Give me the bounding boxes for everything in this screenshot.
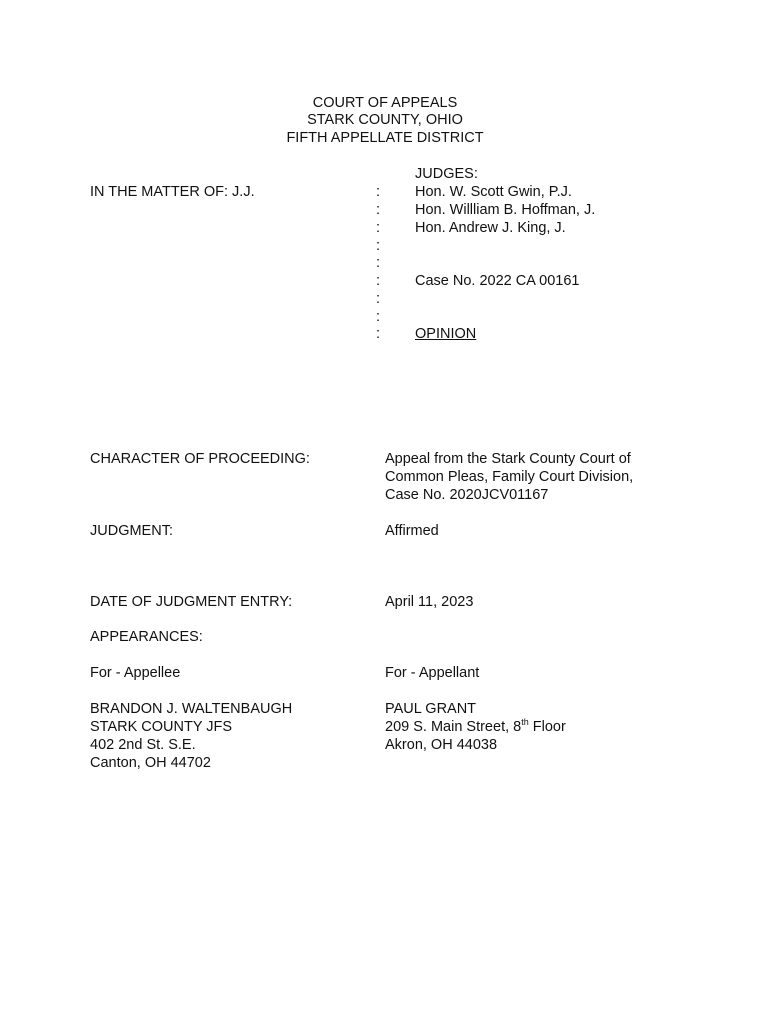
judgment-value: Affirmed bbox=[385, 523, 439, 539]
caption-colon: : bbox=[376, 326, 381, 342]
judge-3: Hon. Andrew J. King, J. bbox=[415, 220, 566, 236]
court-name: COURT OF APPEALS bbox=[312, 95, 458, 111]
caption-colon: : bbox=[376, 238, 381, 254]
appellant-label: For - Appellant bbox=[385, 665, 480, 681]
appellant-address-ordinal: th bbox=[521, 717, 529, 728]
appearances-heading: APPEARANCES: bbox=[90, 629, 203, 645]
appellant-name: PAUL GRANT bbox=[385, 701, 477, 717]
caption-colon: : bbox=[376, 309, 381, 325]
character-line-2: Common Pleas, Family Court Division, bbox=[385, 469, 634, 485]
caption-colon: : bbox=[376, 220, 381, 236]
district-name: FIFTH APPELLATE DISTRICT bbox=[286, 130, 484, 146]
judge-1: Hon. W. Scott Gwin, P.J. bbox=[415, 184, 572, 200]
opinion-title: OPINION bbox=[415, 326, 477, 342]
judgment-label: JUDGMENT: bbox=[90, 523, 173, 539]
appellee-line-2: STARK COUNTY JFS bbox=[90, 719, 233, 735]
appellant-address bbox=[385, 718, 566, 736]
judges-label: JUDGES: bbox=[415, 166, 478, 182]
case-number: Case No. 2022 CA 00161 bbox=[415, 273, 580, 289]
date-value: April 11, 2023 bbox=[385, 594, 474, 610]
county-name: STARK COUNTY, OHIO bbox=[307, 112, 463, 128]
appellee-label: For - Appellee bbox=[90, 665, 181, 681]
appellee-line-1: BRANDON J. WALTENBAUGH bbox=[90, 701, 293, 717]
caption-colon: : bbox=[376, 255, 381, 271]
date-label: DATE OF JUDGMENT ENTRY: bbox=[90, 594, 293, 610]
appellant-address-floor: Floor bbox=[528, 719, 566, 735]
judge-2: Hon. Willliam B. Hoffman, J. bbox=[415, 202, 596, 218]
caption-colon: : bbox=[376, 184, 381, 200]
caption-colon: : bbox=[376, 273, 381, 289]
character-line-3: Case No. 2020JCV01167 bbox=[385, 487, 549, 503]
matter-caption: IN THE MATTER OF: J.J. bbox=[90, 184, 255, 200]
caption-colon: : bbox=[376, 291, 381, 307]
appellee-line-3: 402 2nd St. S.E. bbox=[90, 737, 196, 753]
caption-colon: : bbox=[376, 202, 381, 218]
appellee-line-4: Canton, OH 44702 bbox=[90, 755, 211, 771]
appellant-address-street: 209 S. Main Street, 8 bbox=[385, 719, 522, 735]
appellant-city: Akron, OH 44038 bbox=[385, 737, 498, 753]
character-label: CHARACTER OF PROCEEDING: bbox=[90, 451, 310, 467]
character-line-1: Appeal from the Stark County Court of bbox=[385, 451, 631, 467]
